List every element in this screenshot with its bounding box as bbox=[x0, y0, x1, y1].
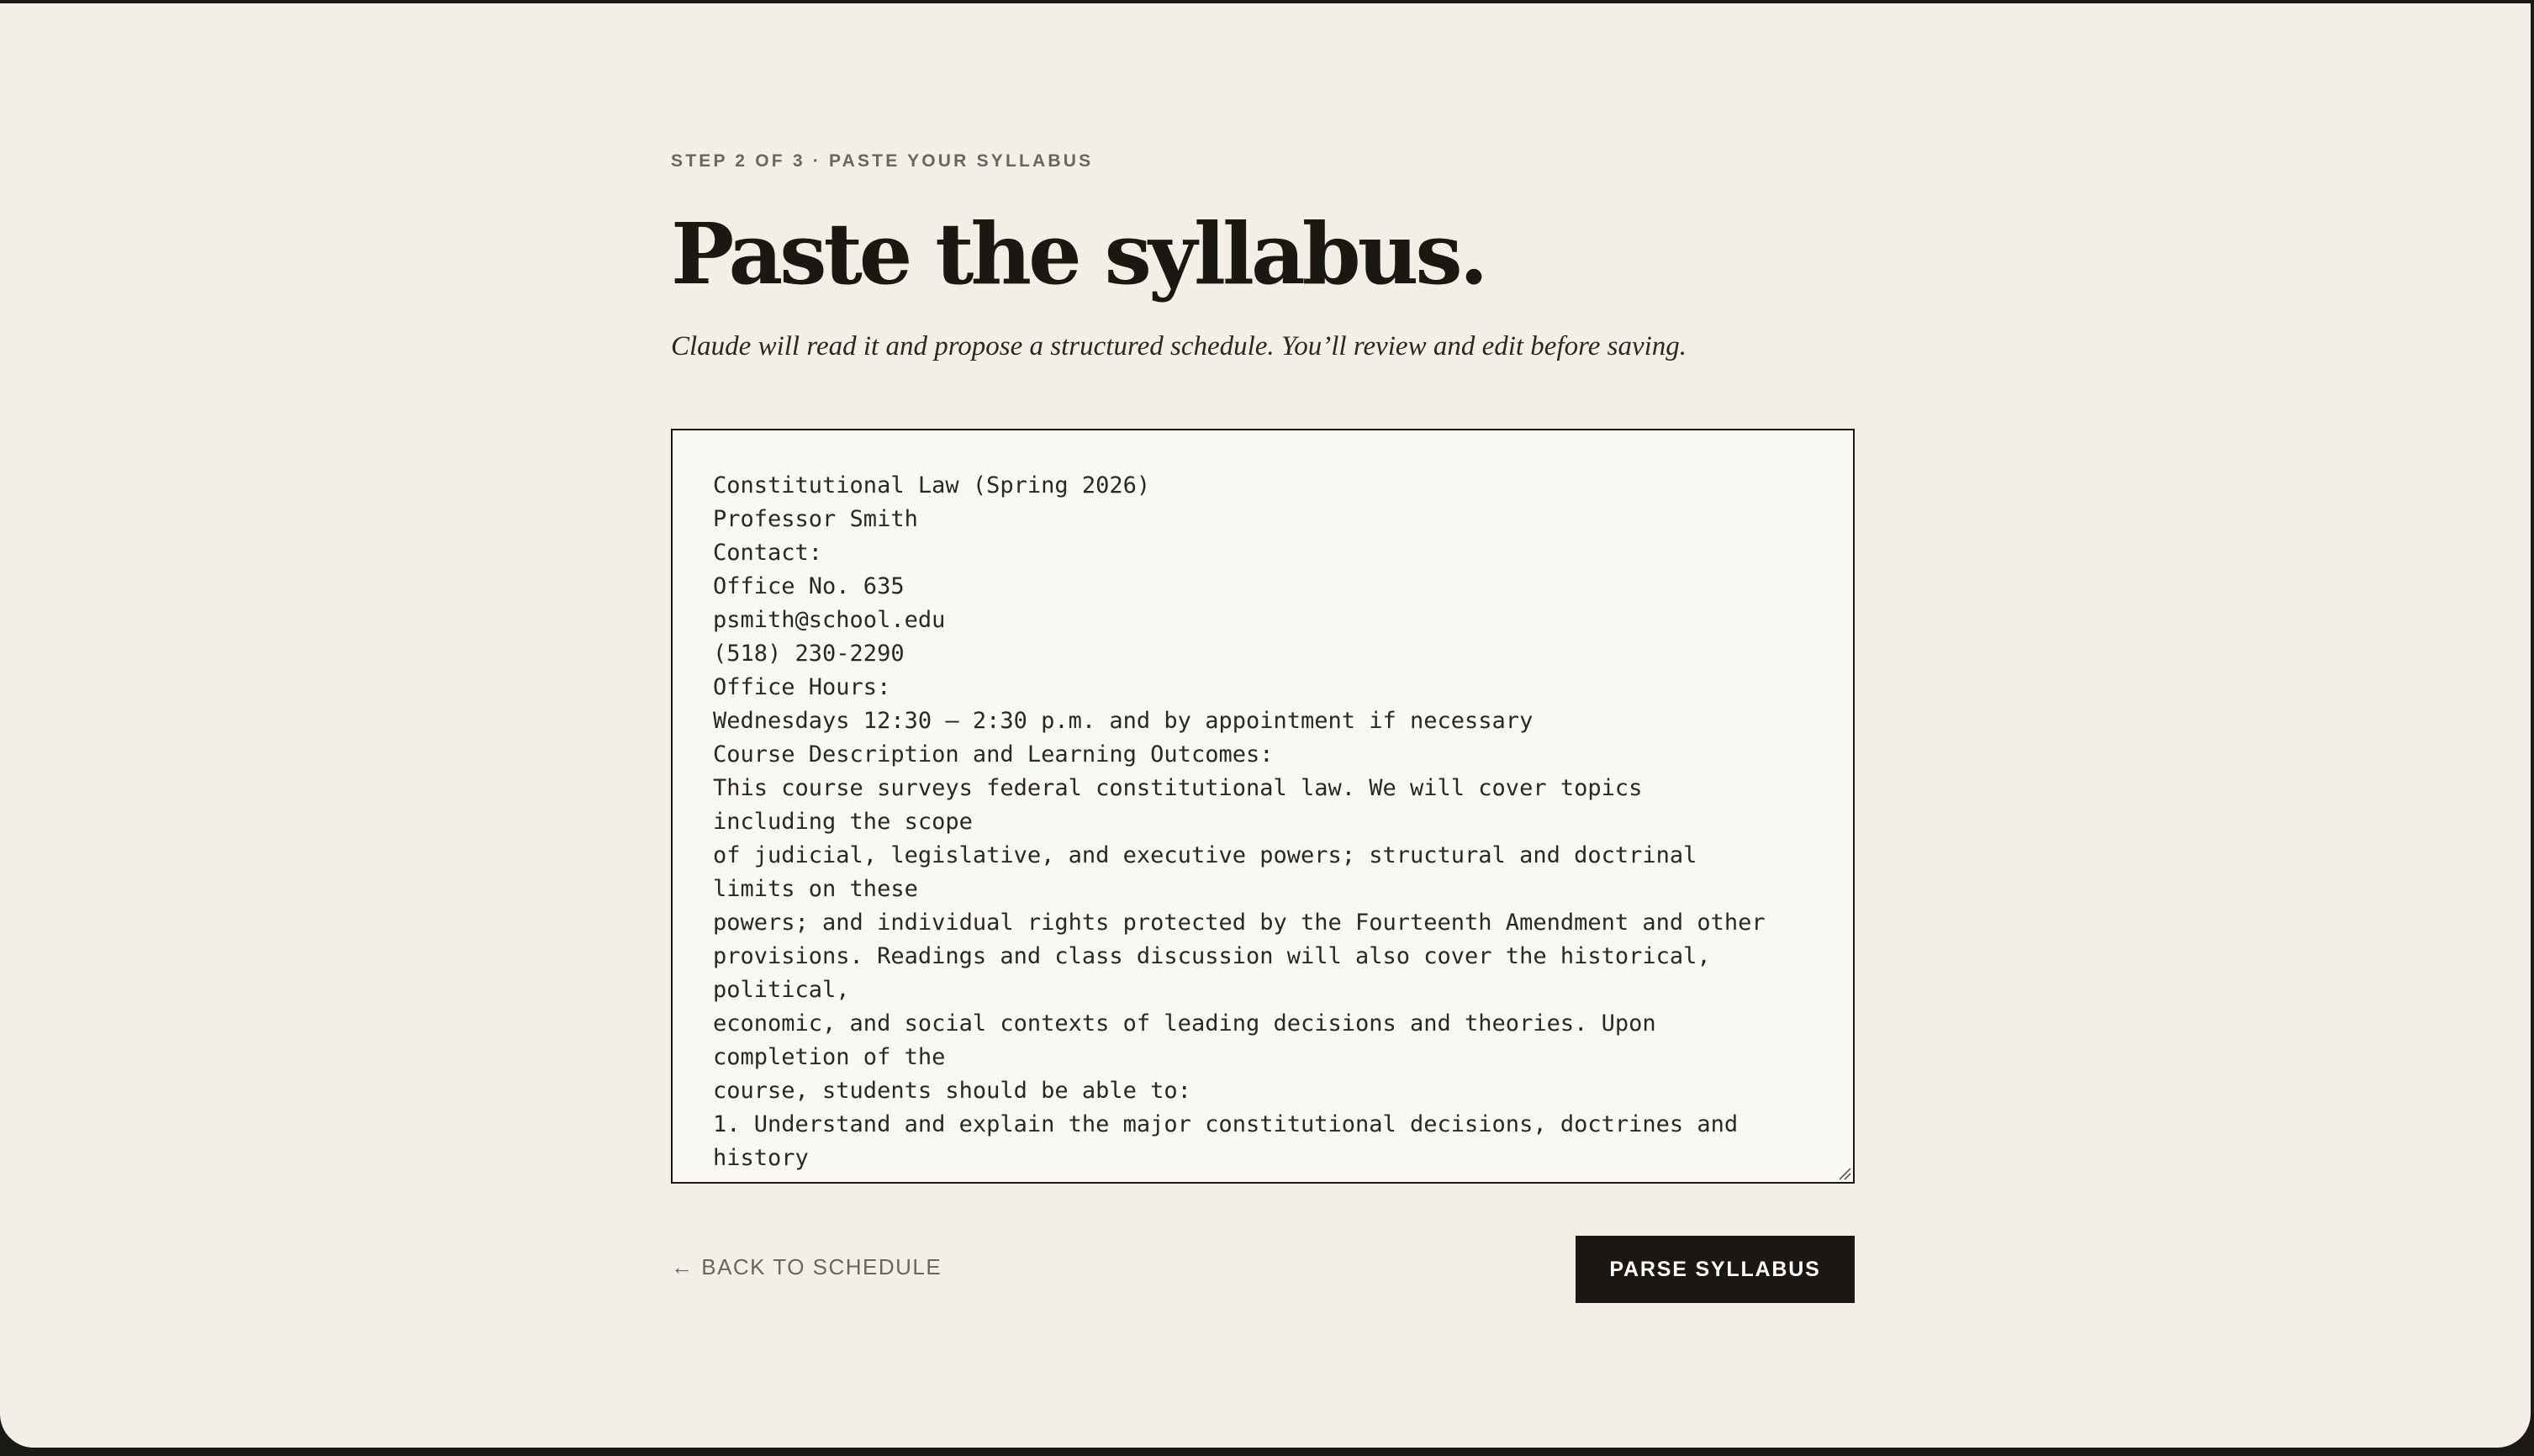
resize-handle-icon[interactable] bbox=[1836, 1165, 1851, 1180]
page-title: Paste the syllabus. bbox=[671, 204, 1486, 303]
app-window bbox=[0, 3, 2531, 1448]
back-to-schedule-link[interactable]: ← BACK TO SCHEDULE bbox=[671, 1254, 942, 1279]
step-indicator: STEP 2 OF 3 · PASTE YOUR SYLLABUS bbox=[671, 151, 1094, 171]
page-subtitle: Claude will read it and propose a structured schedule. You’ll review and edit before saving. bbox=[671, 331, 1687, 361]
parse-syllabus-button[interactable]: PARSE SYLLABUS bbox=[1576, 1236, 1855, 1303]
syllabus-textarea[interactable] bbox=[671, 429, 1855, 1184]
syllabus-text[interactable]: Constitutional Law (Spring 2026) Professor Smith Contact: Office No. 635 psmith@school.edu (518) 230-2290 Office Hours: Wednesdays 12:30 – 2:30 p.m. and by appointment if necessary Course Description and Learning Outcomes: This course surveys federal constitutional law. We will cover topics including the scope of judicial, legislative, and executive powers; structural and doctrinal limits on these powers; and individual rights protected by the Fourteenth Amendment and other provisions. Readings and class discussion will also cover the historical, political, economic, and social contexts of leading decisions and theories. Upon completion of the course, students should be able to: 1. Understand and explain the major constitutional decisions, doctrines and history bbox=[713, 472, 1766, 1171]
